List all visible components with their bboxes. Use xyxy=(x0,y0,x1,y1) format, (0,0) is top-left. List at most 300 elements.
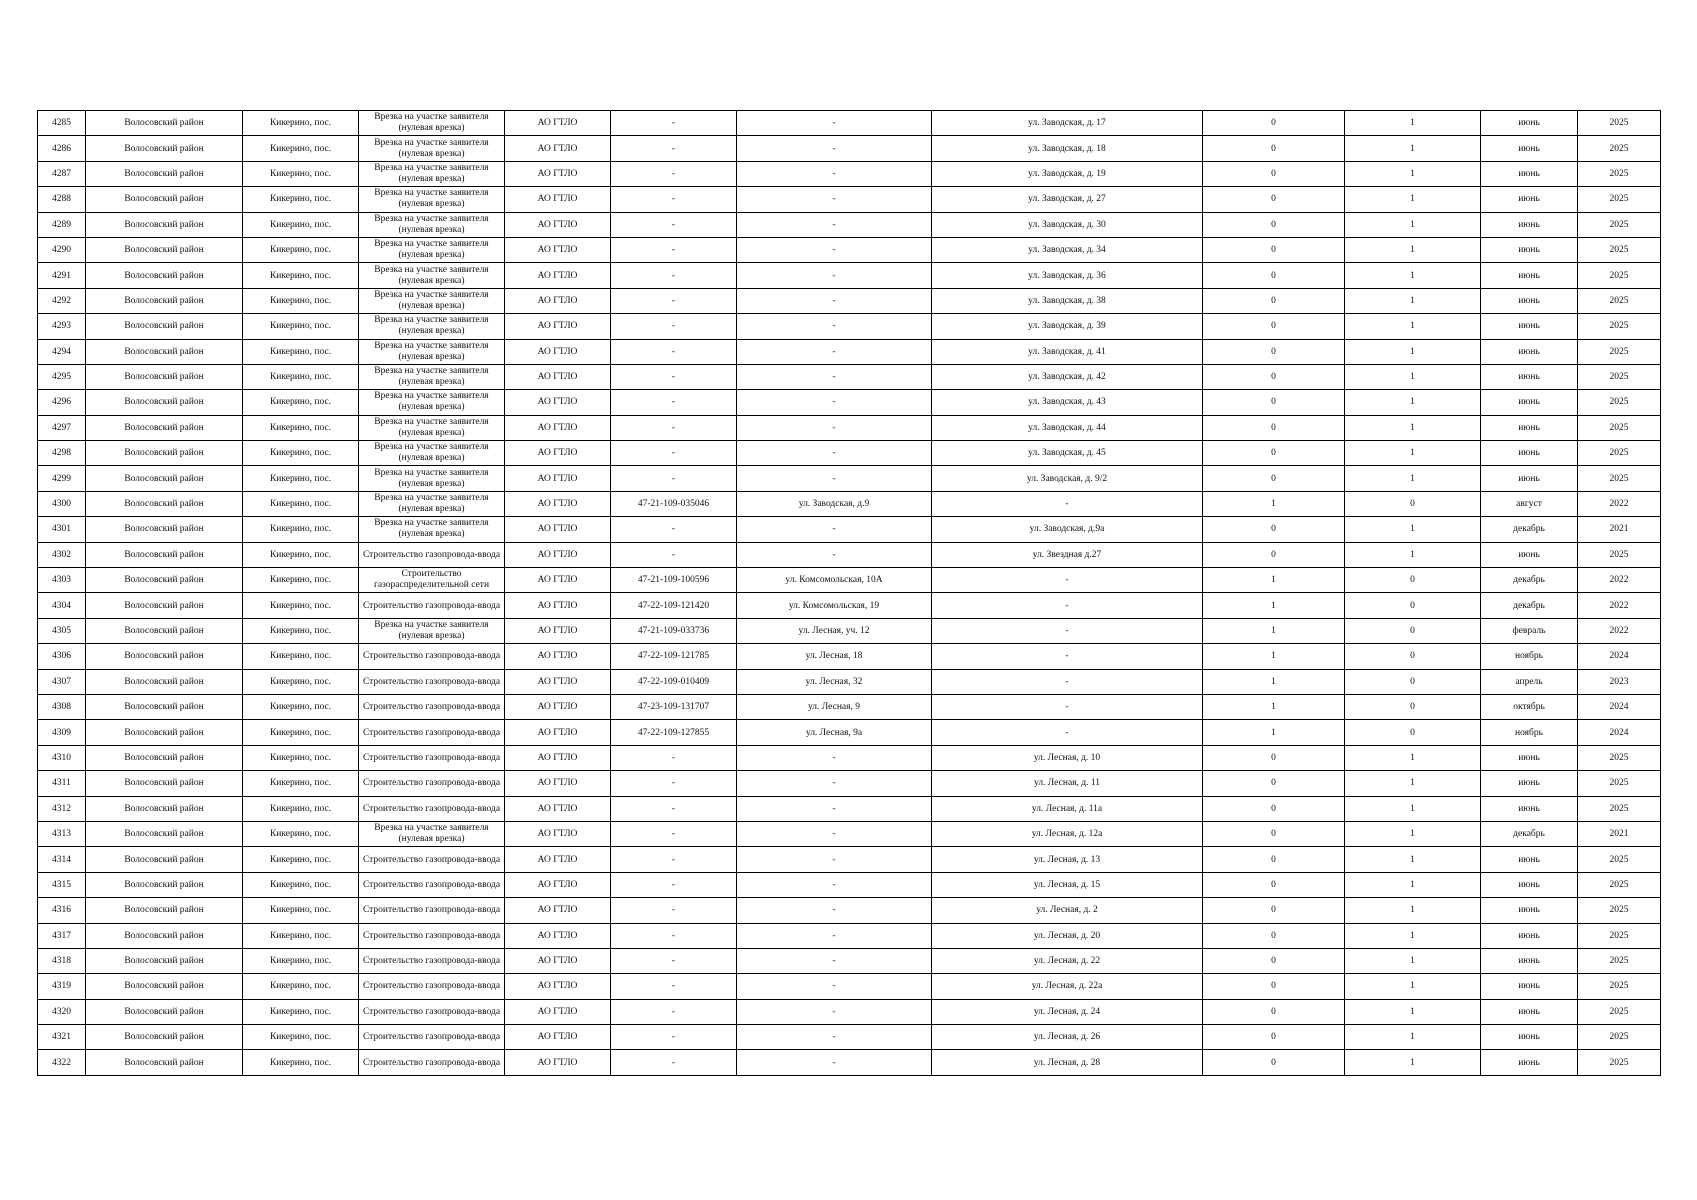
row-number-cell: 4317 xyxy=(38,923,86,948)
settlement-cell: Кикерино, пос. xyxy=(243,618,359,643)
planned-count-cell: 1 xyxy=(1345,771,1481,796)
completed-address-cell: - xyxy=(737,263,932,288)
row-number-cell: 4316 xyxy=(38,898,86,923)
planned-address-cell: ул. Заводская, д. 41 xyxy=(932,339,1203,364)
work-type-cell xyxy=(359,847,505,872)
district-cell: Волосовский район xyxy=(86,898,243,923)
row-number-cell: 4302 xyxy=(38,542,86,567)
completed-address-cell: - xyxy=(737,847,932,872)
district-cell: Волосовский район xyxy=(86,1050,243,1075)
completed-count-cell: 0 xyxy=(1203,1025,1345,1050)
completed-count-cell: 0 xyxy=(1203,974,1345,999)
row-number-cell: 4298 xyxy=(38,441,86,466)
work-type-cell xyxy=(359,339,505,364)
organization-cell: АО ГТЛО xyxy=(505,593,611,618)
planned-address-cell: ул. Лесная, д. 12а xyxy=(932,821,1203,846)
work-type-cell xyxy=(359,364,505,389)
work-type-cell xyxy=(359,390,505,415)
organization-cell: АО ГТЛО xyxy=(505,644,611,669)
planned-count-cell: 1 xyxy=(1345,898,1481,923)
organization-cell: АО ГТЛО xyxy=(505,542,611,567)
planned-address-cell: ул. Заводская, д. 44 xyxy=(932,415,1203,440)
completed-count-cell: 0 xyxy=(1203,999,1345,1024)
planned-address-cell: ул. Заводская, д. 39 xyxy=(932,314,1203,339)
planned-address-cell: ул. Лесная, д. 26 xyxy=(932,1025,1203,1050)
completed-count-cell: 0 xyxy=(1203,466,1345,491)
planned-address-cell: ул. Заводская, д. 36 xyxy=(932,263,1203,288)
table-row xyxy=(38,415,1661,440)
month-cell: июнь xyxy=(1481,948,1578,973)
year-cell: 2025 xyxy=(1578,847,1661,872)
district-cell: Волосовский район xyxy=(86,568,243,593)
completed-count-cell: 0 xyxy=(1203,187,1345,212)
organization-cell: АО ГТЛО xyxy=(505,694,611,719)
table-row xyxy=(38,466,1661,491)
planned-count-cell: 1 xyxy=(1345,390,1481,415)
settlement-cell: Кикерино, пос. xyxy=(243,491,359,516)
district-cell: Волосовский район xyxy=(86,847,243,872)
year-cell: 2025 xyxy=(1578,771,1661,796)
year-cell: 2022 xyxy=(1578,491,1661,516)
planned-address-cell: - xyxy=(932,669,1203,694)
contract-number-cell: - xyxy=(611,441,737,466)
table-row xyxy=(38,517,1661,542)
year-cell: 2025 xyxy=(1578,237,1661,262)
district-cell: Волосовский район xyxy=(86,517,243,542)
work-type-line: Врезка на участке заявителя xyxy=(374,188,489,199)
planned-count-cell: 1 xyxy=(1345,542,1481,567)
district-cell: Волосовский район xyxy=(86,314,243,339)
settlement-cell: Кикерино, пос. xyxy=(243,136,359,161)
planned-address-cell: - xyxy=(932,491,1203,516)
district-cell: Волосовский район xyxy=(86,669,243,694)
completed-count-cell: 0 xyxy=(1203,821,1345,846)
contract-number-cell: - xyxy=(611,466,737,491)
district-cell: Волосовский район xyxy=(86,999,243,1024)
completed-count-cell: 0 xyxy=(1203,872,1345,897)
work-type-cell xyxy=(359,720,505,745)
planned-count-cell: 1 xyxy=(1345,847,1481,872)
district-cell: Волосовский район xyxy=(86,821,243,846)
completed-address-cell: - xyxy=(737,364,932,389)
work-type-cell xyxy=(359,288,505,313)
work-type-line: (нулевая врезка) xyxy=(398,478,465,489)
contract-number-cell: - xyxy=(611,187,737,212)
planned-count-cell: 1 xyxy=(1345,796,1481,821)
planned-count-cell: 1 xyxy=(1345,364,1481,389)
district-cell: Волосовский район xyxy=(86,491,243,516)
completed-address-cell: - xyxy=(737,745,932,770)
planned-address-cell: ул. Заводская, д. 17 xyxy=(932,111,1203,136)
table-row xyxy=(38,111,1661,136)
work-type-line: Строительство газопровода-ввода xyxy=(362,879,501,890)
contract-number-cell: - xyxy=(611,872,737,897)
planned-count-cell: 0 xyxy=(1345,593,1481,618)
month-cell: август xyxy=(1481,491,1578,516)
completed-count-cell: 0 xyxy=(1203,796,1345,821)
month-cell: июнь xyxy=(1481,390,1578,415)
planned-count-cell: 1 xyxy=(1345,923,1481,948)
planned-count-cell: 0 xyxy=(1345,491,1481,516)
month-cell: июнь xyxy=(1481,745,1578,770)
work-type-line: (нулевая врезка) xyxy=(398,529,465,540)
table-row xyxy=(38,694,1661,719)
completed-count-cell: 1 xyxy=(1203,618,1345,643)
month-cell: декабрь xyxy=(1481,821,1578,846)
work-type-line: (нулевая врезка) xyxy=(398,275,465,286)
planned-count-cell: 0 xyxy=(1345,669,1481,694)
month-cell: декабрь xyxy=(1481,593,1578,618)
completed-count-cell: 0 xyxy=(1203,415,1345,440)
month-cell: июнь xyxy=(1481,161,1578,186)
table-body xyxy=(38,111,1661,1076)
planned-address-cell: ул. Лесная, д. 24 xyxy=(932,999,1203,1024)
table-row xyxy=(38,644,1661,669)
completed-count-cell: 0 xyxy=(1203,542,1345,567)
contract-number-cell: - xyxy=(611,999,737,1024)
completed-address-cell: - xyxy=(737,821,932,846)
contract-number-cell: - xyxy=(611,974,737,999)
district-cell: Волосовский район xyxy=(86,441,243,466)
planned-count-cell: 1 xyxy=(1345,314,1481,339)
completed-count-cell: 0 xyxy=(1203,898,1345,923)
contract-number-cell: - xyxy=(611,821,737,846)
table-row xyxy=(38,669,1661,694)
contract-number-cell: 47-22-109-121420 xyxy=(611,593,737,618)
settlement-cell: Кикерино, пос. xyxy=(243,593,359,618)
contract-number-cell: 47-22-109-121785 xyxy=(611,644,737,669)
planned-count-cell: 1 xyxy=(1345,415,1481,440)
row-number-cell: 4319 xyxy=(38,974,86,999)
settlement-cell: Кикерино, пос. xyxy=(243,364,359,389)
completed-count-cell: 0 xyxy=(1203,364,1345,389)
planned-address-cell: ул. Лесная, д. 28 xyxy=(932,1050,1203,1075)
month-cell: июнь xyxy=(1481,1050,1578,1075)
district-cell: Волосовский район xyxy=(86,542,243,567)
year-cell: 2025 xyxy=(1578,745,1661,770)
year-cell: 2021 xyxy=(1578,821,1661,846)
table-row xyxy=(38,568,1661,593)
contract-number-cell: - xyxy=(611,517,737,542)
contract-number-cell: - xyxy=(611,339,737,364)
settlement-cell: Кикерино, пос. xyxy=(243,1050,359,1075)
year-cell: 2025 xyxy=(1578,999,1661,1024)
work-type-line: Строительство газопровода-ввода xyxy=(362,956,501,967)
month-cell: июнь xyxy=(1481,415,1578,440)
completed-address-cell: - xyxy=(737,288,932,313)
row-number-cell: 4315 xyxy=(38,872,86,897)
completed-count-cell: 0 xyxy=(1203,263,1345,288)
year-cell: 2025 xyxy=(1578,542,1661,567)
work-type-line: Строительство газопровода-ввода xyxy=(362,702,501,713)
table-row xyxy=(38,618,1661,643)
planned-count-cell: 1 xyxy=(1345,212,1481,237)
organization-cell: АО ГТЛО xyxy=(505,1050,611,1075)
settlement-cell: Кикерино, пос. xyxy=(243,745,359,770)
work-type-cell xyxy=(359,111,505,136)
work-type-cell xyxy=(359,821,505,846)
contract-number-cell: - xyxy=(611,314,737,339)
row-number-cell: 4307 xyxy=(38,669,86,694)
work-type-line: Строительство газопровода-ввода xyxy=(362,905,501,916)
planned-count-cell: 1 xyxy=(1345,111,1481,136)
work-type-cell xyxy=(359,1025,505,1050)
organization-cell: АО ГТЛО xyxy=(505,364,611,389)
district-cell: Волосовский район xyxy=(86,237,243,262)
district-cell: Волосовский район xyxy=(86,694,243,719)
organization-cell: АО ГТЛО xyxy=(505,415,611,440)
year-cell: 2025 xyxy=(1578,288,1661,313)
work-type-line: Врезка на участке заявителя xyxy=(374,112,489,123)
planned-address-cell: ул. Лесная, д. 15 xyxy=(932,872,1203,897)
work-type-cell xyxy=(359,212,505,237)
work-type-line: Врезка на участке заявителя xyxy=(374,620,489,630)
completed-count-cell: 0 xyxy=(1203,923,1345,948)
settlement-cell: Кикерино, пос. xyxy=(243,263,359,288)
work-type-cell xyxy=(359,161,505,186)
settlement-cell: Кикерино, пос. xyxy=(243,847,359,872)
district-cell: Волосовский район xyxy=(86,720,243,745)
work-type-line: (нулевая врезка) xyxy=(398,402,465,413)
planned-address-cell: ул. Заводская, д. 42 xyxy=(932,364,1203,389)
month-cell: июнь xyxy=(1481,339,1578,364)
settlement-cell: Кикерино, пос. xyxy=(243,415,359,440)
completed-address-cell: ул. Лесная, 18 xyxy=(737,644,932,669)
district-cell: Волосовский район xyxy=(86,644,243,669)
row-number-cell: 4322 xyxy=(38,1050,86,1075)
work-type-cell xyxy=(359,517,505,542)
month-cell: ноябрь xyxy=(1481,644,1578,669)
contract-number-cell: - xyxy=(611,923,737,948)
planned-count-cell: 1 xyxy=(1345,187,1481,212)
organization-cell: АО ГТЛО xyxy=(505,999,611,1024)
table-row xyxy=(38,974,1661,999)
work-type-line: Врезка на участке заявителя xyxy=(374,442,489,453)
completed-address-cell: ул. Лесная, 9а xyxy=(737,720,932,745)
month-cell: июнь xyxy=(1481,237,1578,262)
work-type-cell xyxy=(359,898,505,923)
planned-address-cell: - xyxy=(932,694,1203,719)
work-type-line: (нулевая врезка) xyxy=(398,224,465,235)
year-cell: 2025 xyxy=(1578,415,1661,440)
work-type-line: (нулевая врезка) xyxy=(398,631,465,641)
row-number-cell: 4314 xyxy=(38,847,86,872)
contract-number-cell: - xyxy=(611,796,737,821)
month-cell: июнь xyxy=(1481,441,1578,466)
planned-count-cell: 1 xyxy=(1345,263,1481,288)
row-number-cell: 4299 xyxy=(38,466,86,491)
year-cell: 2025 xyxy=(1578,923,1661,948)
organization-cell: АО ГТЛО xyxy=(505,517,611,542)
district-cell: Волосовский район xyxy=(86,111,243,136)
contract-number-cell: 47-21-109-035046 xyxy=(611,491,737,516)
work-type-cell xyxy=(359,593,505,618)
work-type-line: Строительство газопровода-ввода xyxy=(362,854,501,865)
year-cell: 2024 xyxy=(1578,644,1661,669)
year-cell: 2025 xyxy=(1578,136,1661,161)
work-type-line: Строительство газопровода-ввода xyxy=(362,981,501,992)
completed-address-cell: - xyxy=(737,466,932,491)
row-number-cell: 4312 xyxy=(38,796,86,821)
planned-count-cell: 0 xyxy=(1345,644,1481,669)
completed-count-cell: 0 xyxy=(1203,948,1345,973)
work-type-line: Врезка на участке заявителя xyxy=(374,289,489,300)
contract-number-cell: - xyxy=(611,847,737,872)
work-type-line: Врезка на участке заявителя xyxy=(374,493,489,504)
settlement-cell: Кикерино, пос. xyxy=(243,872,359,897)
work-type-line: (нулевая врезка) xyxy=(398,250,465,261)
year-cell: 2024 xyxy=(1578,694,1661,719)
contract-number-cell: - xyxy=(611,288,737,313)
table-row xyxy=(38,999,1661,1024)
table-row xyxy=(38,212,1661,237)
organization-cell: АО ГТЛО xyxy=(505,314,611,339)
completed-count-cell: 1 xyxy=(1203,491,1345,516)
completed-address-cell: - xyxy=(737,542,932,567)
work-type-cell xyxy=(359,694,505,719)
year-cell: 2025 xyxy=(1578,364,1661,389)
organization-cell: АО ГТЛО xyxy=(505,847,611,872)
year-cell: 2025 xyxy=(1578,948,1661,973)
month-cell: апрель xyxy=(1481,669,1578,694)
organization-cell: АО ГТЛО xyxy=(505,771,611,796)
row-number-cell: 4321 xyxy=(38,1025,86,1050)
month-cell: июнь xyxy=(1481,364,1578,389)
contract-number-cell: - xyxy=(611,263,737,288)
settlement-cell: Кикерино, пос. xyxy=(243,568,359,593)
work-type-line: Строительство газопровода-ввода xyxy=(362,752,501,763)
planned-count-cell: 1 xyxy=(1345,948,1481,973)
table-row xyxy=(38,1025,1661,1050)
month-cell: июнь xyxy=(1481,771,1578,796)
work-type-line: Строительство газопровода-ввода xyxy=(362,676,501,687)
settlement-cell: Кикерино, пос. xyxy=(243,212,359,237)
table-row xyxy=(38,948,1661,973)
month-cell: июнь xyxy=(1481,466,1578,491)
organization-cell: АО ГТЛО xyxy=(505,948,611,973)
completed-count-cell: 0 xyxy=(1203,111,1345,136)
organization-cell: АО ГТЛО xyxy=(505,212,611,237)
work-type-line: Врезка на участке заявителя xyxy=(374,467,489,478)
settlement-cell: Кикерино, пос. xyxy=(243,441,359,466)
year-cell: 2025 xyxy=(1578,187,1661,212)
work-type-line: (нулевая врезка) xyxy=(398,199,465,210)
completed-count-cell: 0 xyxy=(1203,161,1345,186)
row-number-cell: 4288 xyxy=(38,187,86,212)
planned-count-cell: 1 xyxy=(1345,999,1481,1024)
year-cell: 2025 xyxy=(1578,441,1661,466)
year-cell: 2025 xyxy=(1578,263,1661,288)
district-cell: Волосовский район xyxy=(86,771,243,796)
work-type-cell xyxy=(359,542,505,567)
work-type-line: Строительство газопровода-ввода xyxy=(362,1006,501,1017)
work-type-cell xyxy=(359,745,505,770)
completed-count-cell: 0 xyxy=(1203,288,1345,313)
row-number-cell: 4301 xyxy=(38,517,86,542)
year-cell: 2025 xyxy=(1578,314,1661,339)
work-type-line: Врезка на участке заявителя xyxy=(374,239,489,250)
work-type-line: Строительство газопровода-ввода xyxy=(362,651,501,662)
month-cell: июнь xyxy=(1481,974,1578,999)
planned-count-cell: 0 xyxy=(1345,618,1481,643)
work-type-line: (нулевая врезка) xyxy=(398,326,465,337)
district-cell: Волосовский район xyxy=(86,390,243,415)
contract-number-cell: - xyxy=(611,237,737,262)
planned-address-cell: ул. Лесная, д. 20 xyxy=(932,923,1203,948)
settlement-cell: Кикерино, пос. xyxy=(243,720,359,745)
contract-number-cell: - xyxy=(611,111,737,136)
work-type-line: Врезка на участке заявителя xyxy=(374,213,489,224)
year-cell: 2025 xyxy=(1578,898,1661,923)
year-cell: 2021 xyxy=(1578,517,1661,542)
planned-address-cell: ул. Лесная, д. 11а xyxy=(932,796,1203,821)
planned-address-cell: ул. Заводская, д. 18 xyxy=(932,136,1203,161)
month-cell: июнь xyxy=(1481,923,1578,948)
completed-count-cell: 1 xyxy=(1203,644,1345,669)
row-number-cell: 4293 xyxy=(38,314,86,339)
year-cell: 2025 xyxy=(1578,1025,1661,1050)
month-cell: октябрь xyxy=(1481,694,1578,719)
table-row xyxy=(38,1050,1661,1075)
row-number-cell: 4285 xyxy=(38,111,86,136)
planned-count-cell: 0 xyxy=(1345,694,1481,719)
table-row xyxy=(38,872,1661,897)
completed-count-cell: 0 xyxy=(1203,1050,1345,1075)
month-cell: июнь xyxy=(1481,898,1578,923)
planned-count-cell: 1 xyxy=(1345,288,1481,313)
organization-cell: АО ГТЛО xyxy=(505,136,611,161)
planned-count-cell: 0 xyxy=(1345,568,1481,593)
district-cell: Волосовский район xyxy=(86,745,243,770)
completed-count-cell: 0 xyxy=(1203,517,1345,542)
planned-count-cell: 1 xyxy=(1345,821,1481,846)
planned-address-cell: ул. Заводская, д. 9/2 xyxy=(932,466,1203,491)
completed-count-cell: 1 xyxy=(1203,694,1345,719)
work-type-cell xyxy=(359,923,505,948)
planned-count-cell: 1 xyxy=(1345,872,1481,897)
contract-number-cell: 47-22-109-127855 xyxy=(611,720,737,745)
work-type-line: Врезка на участке заявителя xyxy=(374,162,489,173)
work-type-line: (нулевая врезка) xyxy=(398,173,465,184)
planned-address-cell: ул. Лесная, д. 11 xyxy=(932,771,1203,796)
settlement-cell: Кикерино, пос. xyxy=(243,314,359,339)
table-row xyxy=(38,745,1661,770)
row-number-cell: 4292 xyxy=(38,288,86,313)
month-cell: декабрь xyxy=(1481,568,1578,593)
district-cell: Волосовский район xyxy=(86,161,243,186)
planned-address-cell: ул. Заводская, д. 45 xyxy=(932,441,1203,466)
settlement-cell: Кикерино, пос. xyxy=(243,288,359,313)
settlement-cell: Кикерино, пос. xyxy=(243,771,359,796)
table-row xyxy=(38,821,1661,846)
row-number-cell: 4297 xyxy=(38,415,86,440)
organization-cell: АО ГТЛО xyxy=(505,745,611,770)
district-cell: Волосовский район xyxy=(86,872,243,897)
completed-address-cell: - xyxy=(737,212,932,237)
organization-cell: АО ГТЛО xyxy=(505,796,611,821)
work-type-cell xyxy=(359,263,505,288)
month-cell: июнь xyxy=(1481,187,1578,212)
table-row xyxy=(38,161,1661,186)
settlement-cell: Кикерино, пос. xyxy=(243,644,359,669)
row-number-cell: 4313 xyxy=(38,821,86,846)
organization-cell: АО ГТЛО xyxy=(505,111,611,136)
year-cell: 2022 xyxy=(1578,618,1661,643)
month-cell: декабрь xyxy=(1481,517,1578,542)
planned-address-cell: - xyxy=(932,644,1203,669)
completed-address-cell: - xyxy=(737,111,932,136)
row-number-cell: 4305 xyxy=(38,618,86,643)
